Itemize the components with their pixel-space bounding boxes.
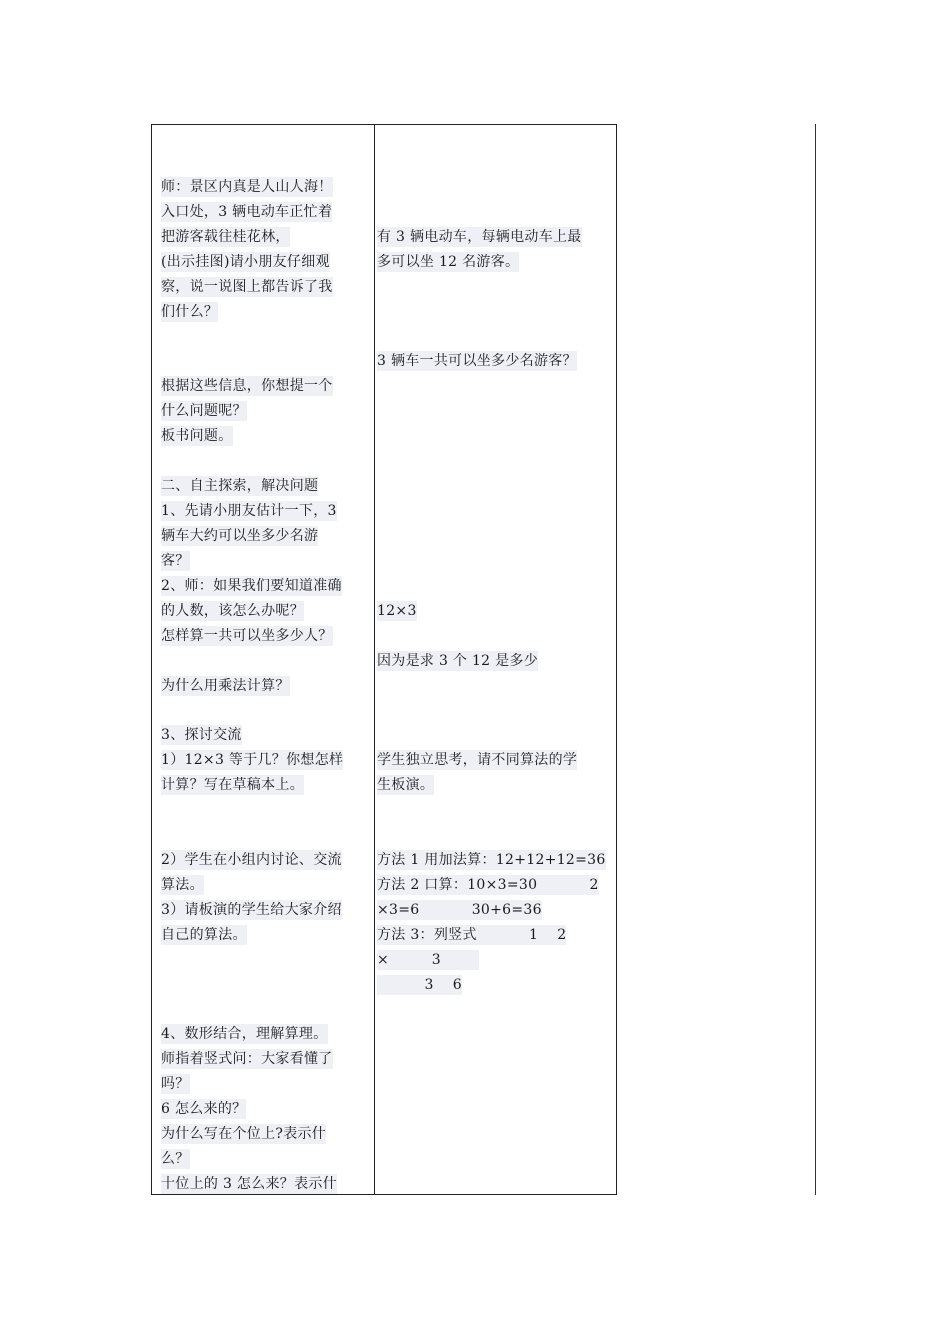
left-line: 根据这些信息，你想提一个 (161, 378, 333, 394)
left-line: 们什么？ (161, 304, 219, 320)
left-line: 1、先请小朋友估计一下，3 (161, 503, 337, 519)
right-line: 3 6 (377, 977, 462, 993)
left-line: 3、探讨交流 (161, 727, 242, 743)
left-line: 算法。 (161, 877, 204, 893)
left-line: 辆车大约可以坐多少名游 (161, 528, 319, 544)
page-margin-rule (815, 124, 816, 1195)
right-line: 有 3 辆电动车，每辆电动车上最 (377, 229, 582, 245)
left-line: 客？ (161, 553, 190, 569)
right-line: ×3=6 30+6=36 (377, 902, 542, 918)
left-line: 师：景区内真是人山人海！ (161, 179, 333, 195)
left-line: 计算？写在草稿本上。 (161, 777, 304, 793)
left-line: 二、自主探索，解决问题 (161, 478, 319, 494)
right-line: 3 辆车一共可以坐多少名游客？ (377, 353, 577, 369)
left-line: 2）学生在小组内讨论、交流 (161, 852, 342, 868)
right-line: 12×3 (377, 603, 417, 619)
right-line: 学生独立思考，请不同算法的学 (377, 752, 578, 768)
right-line: × 3 (377, 952, 479, 968)
right-line: 方法 3：列竖式 1 2 (377, 927, 567, 943)
right-line: 方法 1 用加法算：12+12+12=36 (377, 852, 606, 868)
left-line: 怎样算一共可以坐多少人？ (161, 628, 333, 644)
left-line: 察，说一说图上都告诉了我 (161, 279, 333, 295)
left-line: 为什么写在个位上?表示什 (161, 1126, 327, 1142)
left-line: 把游客载往桂花林， (161, 229, 290, 245)
right-line: 方法 2 口算：10×3=30 2 (377, 877, 599, 893)
left-line: 2、师：如果我们要知道准确 (161, 578, 342, 594)
left-line: 为什么用乘法计算？ (161, 678, 290, 694)
left-line: 板书问题。 (161, 428, 233, 444)
left-line: 师指着竖式问：大家看懂了 (161, 1051, 333, 1067)
left-line: 6 怎么来的？ (161, 1101, 247, 1117)
left-line: 什么问题呢？ (161, 403, 247, 419)
left-line: 的人数，该怎么办呢？ (161, 603, 304, 619)
left-line: 4、数形结合，理解算理。 (161, 1026, 328, 1042)
left-line: 3）请板演的学生给大家介绍 (161, 902, 342, 918)
left-line: 十位上的 3 怎么来？表示什 (161, 1176, 338, 1192)
right-line: 多可以坐 12 名游客。 (377, 254, 520, 270)
left-line: (出示挂图)请小朋友仔细观 (161, 254, 330, 270)
right-line: 因为是求 3 个 12 是多少 (377, 653, 539, 669)
left-line: 1）12×3 等于几？你想怎样 (161, 752, 344, 768)
column-divider (374, 125, 375, 1194)
right-line: 生板演。 (377, 777, 435, 793)
lesson-plan-table (151, 124, 617, 1195)
left-line: 么？ (161, 1151, 190, 1167)
left-line: 吗？ (161, 1076, 190, 1092)
left-line: 自己的算法。 (161, 927, 247, 943)
left-line: 入口处，3 辆电动车正忙着 (161, 204, 333, 220)
